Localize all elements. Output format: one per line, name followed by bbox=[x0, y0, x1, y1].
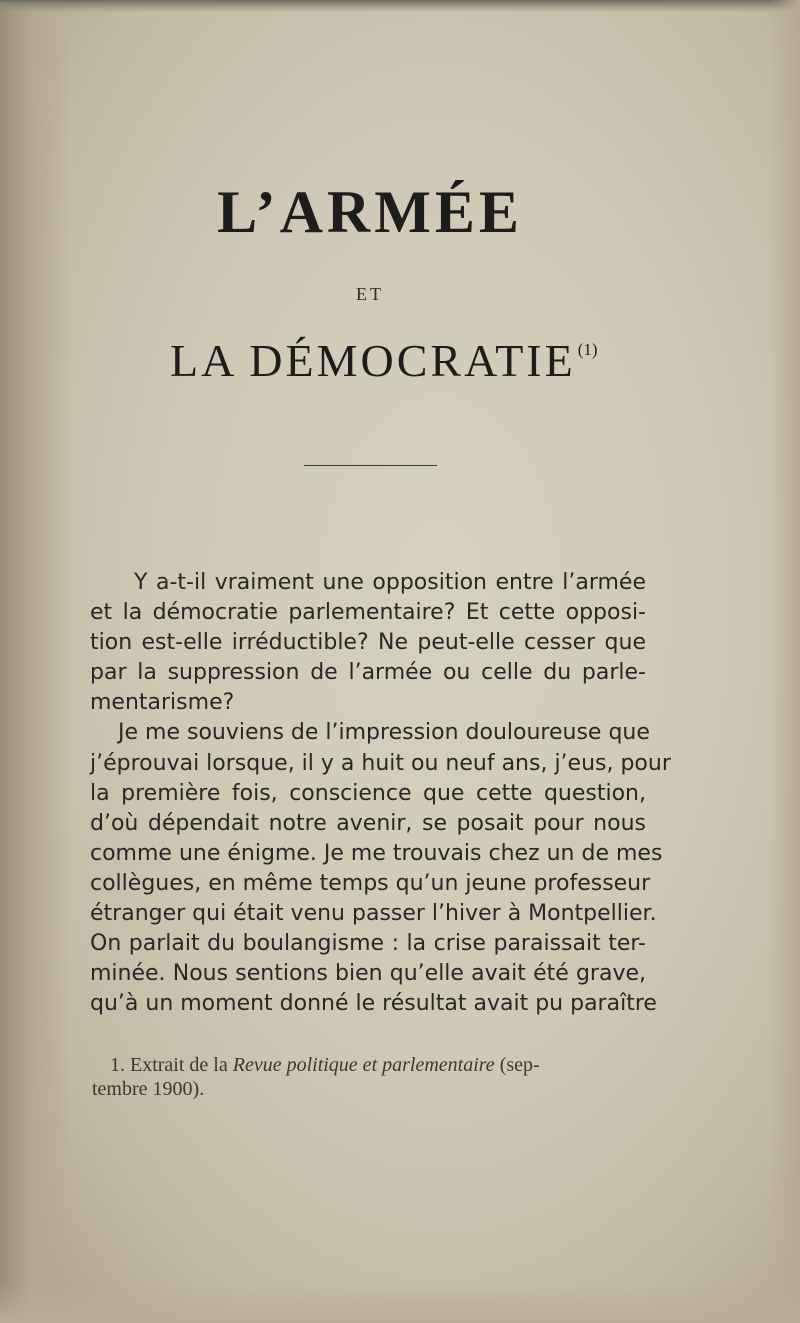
text-line: la première fois, conscience que cette question, bbox=[90, 780, 646, 806]
page-edge-right-shadow bbox=[770, 0, 800, 1323]
text-line: d’où dépendait notre avenir, se posait pour nous bbox=[90, 810, 646, 836]
footnote-text: (sep- bbox=[499, 1054, 540, 1076]
text-line: j’éprouvai lorsque, il y a huit ou neuf ans, j’eus, pour bbox=[90, 750, 671, 776]
title-conjunction: ET bbox=[356, 284, 384, 304]
body-text bbox=[90, 568, 671, 1019]
text-line: On parlait du boulangisme : la crise paraissait ter- bbox=[90, 931, 646, 957]
footnote-text: Extrait de la bbox=[130, 1054, 228, 1076]
text-line: Je me souviens de l’impression douloureuse que bbox=[118, 720, 650, 746]
text-line: Y a-t-il vraiment une opposition entre l’armée bbox=[134, 570, 646, 595]
text-line: et la démocratie parlementaire? Et cette opposi- bbox=[90, 600, 646, 626]
title-separator-rule bbox=[304, 465, 437, 466]
page-edge-top-shadow bbox=[0, 0, 800, 12]
chapter-subtitle-text: LA DÉMOCRATIE bbox=[170, 335, 576, 386]
footnote bbox=[92, 1053, 652, 1101]
text-line: mentarisme? bbox=[90, 690, 235, 716]
text-line: collègues, en même temps qu’un jeune professeur bbox=[90, 870, 651, 896]
text-line: comme une énigme. Je me trouvais chez un de mes bbox=[90, 840, 663, 866]
chapter-title: L’ARMÉE bbox=[217, 179, 523, 245]
page-edge-bottom-shadow bbox=[0, 1283, 800, 1323]
chapter-subtitle bbox=[170, 334, 598, 387]
text-line: minée. Nous sentions bien qu’elle avait été grave, bbox=[90, 961, 646, 987]
footnote-number: 1. bbox=[110, 1054, 125, 1076]
footnote-line: tembre 1900). bbox=[92, 1078, 205, 1100]
text-line: qu’à un moment donné le résultat avait pu paraître bbox=[90, 991, 657, 1017]
footnote-journal-title: Revue politique et parlementaire bbox=[232, 1054, 495, 1076]
footnote-reference-marker: (1) bbox=[577, 340, 598, 359]
text-line: étranger qui était venu passer l’hiver à Montpellier. bbox=[90, 901, 657, 927]
text-line: par la suppression de l’armée ou celle du parle- bbox=[90, 660, 646, 686]
footnote-line bbox=[92, 1053, 652, 1077]
text-line: tion est-elle irréductible? Ne peut-elle cesser que bbox=[90, 630, 646, 656]
